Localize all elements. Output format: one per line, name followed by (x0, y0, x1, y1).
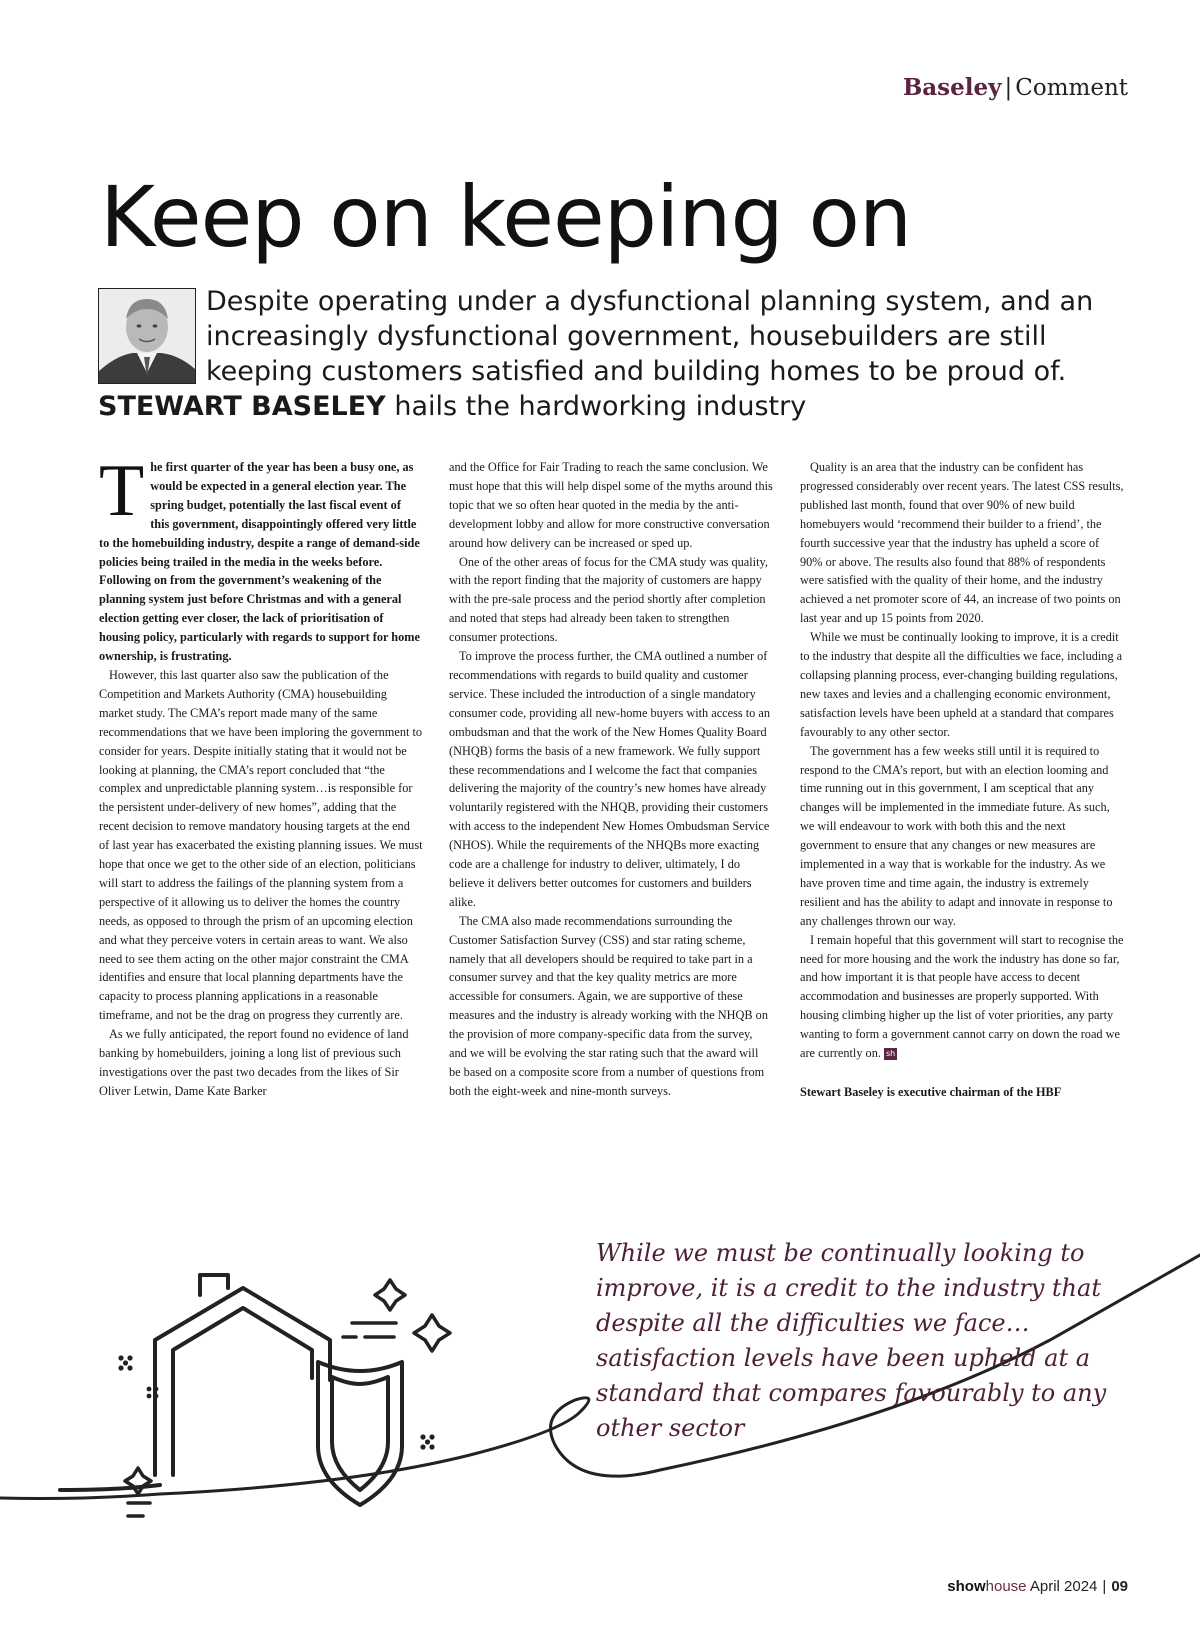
author-bio: Stewart Baseley is executive chairman of the HBF (800, 1085, 1062, 1099)
end-mark-icon: sh (886, 1049, 896, 1059)
author-portrait-image (99, 289, 195, 383)
house-shield-icon (60, 1275, 402, 1505)
author-portrait (98, 288, 196, 384)
author-name: STEWART BASELEY (98, 391, 386, 422)
body-column-1 (99, 450, 423, 1101)
body-paragraph: Quality is an area that the industry can be confident has progressed considerably over recent years. The latest CSS results, published last month, found that over 90% of new build homebuyers would ‘recommend their builder to a friend’, the fourth successive year that the industry has upheld a score of 90% or above. The results also found that 88% of respondents were satisfied with the quality of their home, and the industry achieved a net promoter score of 44, an increase of two points on last year and up 15 points from 2020. (800, 460, 1124, 626)
running-header (903, 74, 1128, 101)
footer-separator: | (1102, 1578, 1107, 1595)
header-separator: | (1004, 75, 1013, 101)
closing-text: I remain hopeful that this government will start to recognise the need for more housing and the work the industry has done so far, and how important it is that people have access to decent accommodation and businesses are properly supported. With housing climbing higher up the list of voter priorities, any party wanting to form a government cannot carry on down the road we are currently on. (800, 932, 1124, 1061)
body-paragraph: The government has a few weeks still until it is required to respond to the CMA’s report, but with an election looming and time running out in this government, I am sceptical that any changes will be implemented in the immediate future. As such, we will endeavour to work with both this and the next government to ensure that any changes or new measures are implemented in a way that is workable for the industry. As we have proven time and time again, the industry is extremely resilient and has the ability to adapt and innovate in response to any challenges thrown our way. (800, 743, 1113, 928)
body-column-2 (449, 458, 773, 1101)
standfirst: Despite operating under a dysfunctional planning system, and an increasingly dysfunctional government, housebuilders are still keeping customers satisfied and building homes to be proud of. (206, 286, 1094, 387)
standfirst-tail: hails the hardworking industry (394, 391, 807, 422)
section-name: Baseley (902, 74, 1002, 101)
body-paragraph: and the Office for Fair Trading to reach the same conclusion. We must hope that this will help dispel some of the myths around this topic that we so often hear quoted in the media by the anti-development lobby and allow for more constructive conversation around how delivery can be increased or sped up. (449, 460, 773, 550)
body-paragraph: As we fully anticipated, the report found no evidence of land banking by homebuilders, joining a long list of previous such investigations over the past two decades from the likes of Sir Oliver Letwin, Dame Kate Barker (99, 1027, 409, 1098)
article-title: Keep on keeping on (100, 168, 912, 266)
magazine-logo-show: show (947, 1578, 986, 1595)
body-paragraph-last (800, 931, 1124, 1063)
issue-date: April 2024 (1029, 1578, 1098, 1595)
drop-cap: T (99, 450, 145, 532)
page-number: 09 (1111, 1578, 1128, 1595)
standfirst-byline (98, 389, 806, 424)
body-paragraph: However, this last quarter also saw the publication of the Competition and Markets Authority (CMA) housebuilding market study. The CMA’s report made many of the same recommendations that we have been imploring the government to consider for years. Despite initially stating that it would not be looking at planning, the CMA’s report concluded that “the complex and unpredictable planning system…is responsible for the persistent under-delivery of new homes”, adding that the recent decision to remove mandatory housing targets at the end of last year has exacerbated the existing planning issues. We must hope that once we get to the other side of an election, politicians will start to address the failings of the planning system from a perspective of it allowing us to deliver the homes the country needs, as opposed to through the prism of an upcoming election and what they perceive voters in certain areas to want. We also need to see them acting on the other major constraint the CMA identifies and ensure that local planning departments have the capacity to process planning applications in a reasonable timeframe, and not be the drag on progress they currently are. (99, 667, 423, 1023)
lead-paragraph (99, 450, 423, 666)
lead-text: he first quarter of the year has been a busy one, as would be expected in a general election year. The spring budget, potentially the last fiscal event of this government, disappointingly offered very little to the homebuilding industry, despite a range of demand-side policies being trailed in the media in the weeks before. Following on from the government’s weakening of the planning system just before Christmas and with a general election getting ever closer, the lack of prioritisation of housing policy, particularly with regards to support for home ownership, is frustrating. (99, 460, 420, 664)
section-category: Comment (1015, 75, 1128, 101)
body-paragraph: One of the other areas of focus for the CMA study was quality, with the report finding that the majority of customers are happy with the pre-sale process and the period shortly after completion and noted that steps had already been taken to strengthen consumer protections. (449, 554, 768, 645)
body-column-3 (800, 458, 1124, 1102)
pull-quote: While we must be continually looking to improve, it is a credit to the industry that despite all the difficulties we face… satisfaction levels have been upheld at a standard that compares favourably to any other sector (596, 1239, 1107, 1442)
body-paragraph: To improve the process further, the CMA outlined a number of recommendations with regards to build quality and customer service. These included the introduction of a single mandatory consumer code, providing all new-home buyers with access to an ombudsman and that the work of the New Homes Quality Board (NHQB) forms the basis of a new framework. We fully support these recommendations and I welcome the fact that companies delivering the majority of the country’s new homes have already voluntarily registered with the NHQB, providing their customers with access to the independent New Homes Ombudsman Service (NHOS). While the requirements of the NHQBs more exacting code are a challenge for industry to deliver, ultimately, I do believe it delivers better outcomes for customers and builders alike. (449, 649, 770, 909)
body-paragraph: While we must be continually looking to improve, it is a credit to the industry that despite all the difficulties we face, including a collapsing planning process, ever-changing building regulations, new taxes and levies and a challenging economic environment, satisfaction levels have been upheld at a standard that compares favourably to any other sector. (800, 630, 1123, 739)
body-paragraph: The CMA also made recommendations surrounding the Customer Satisfaction Survey (CSS) and star rating scheme, namely that all developers should be required to take part in a consumer survey and that the key quality metrics are more accessible for consumers. Again, we are supportive of these measures and the industry is already working with the NHQB on the provision of more company-specific data from the survey, and we will be evolving the star rating such that the award will be based on a composite score from a number of questions from both the eight-week and nine-month surveys. (449, 913, 768, 1098)
magazine-logo-house: house (985, 1578, 1027, 1595)
page-footer (947, 1578, 1128, 1595)
